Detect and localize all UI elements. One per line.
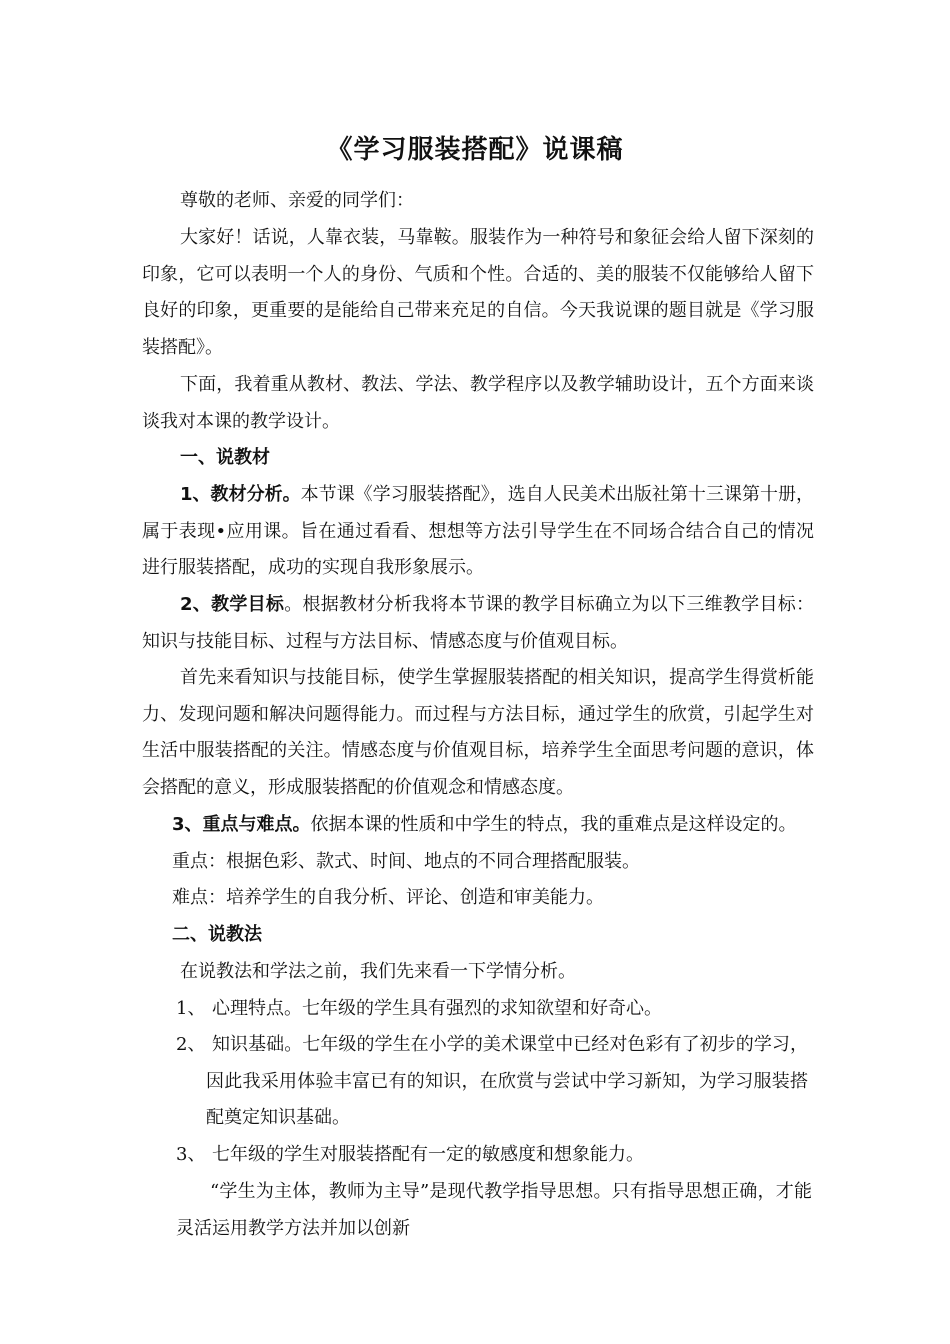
list-item-number: 3、 xyxy=(176,1144,206,1165)
list-item xyxy=(176,1137,816,1174)
list-item-text: 知识基础。七年级的学生在小学的美术课堂中已经对色彩有了初步的学习，因此我采用体验丰富已有的知识，在欣赏与尝试中学习新知，为学习服装搭配奠定知识基础。 xyxy=(206,1034,808,1129)
teaching-goals-lead: 2、教学目标 xyxy=(180,594,285,615)
key-difficult-points xyxy=(172,807,832,844)
list-item-number: 2、 xyxy=(176,1034,206,1055)
teaching-goals-body: 。根据教材分析我将本节课的教学目标确立为以下三维教学目标：知识与技能目标、过程与方法目标、情感态度与价值观目标。 xyxy=(142,594,814,652)
section-heading-textbook: 一、说教材 xyxy=(180,447,270,468)
learning-analysis-intro: 在说教法和学法之前，我们先来看一下学情分析。 xyxy=(180,961,576,982)
section-heading-teaching-method: 二、说教法 xyxy=(172,924,262,945)
document-title: 《学习服装搭配》说课稿 xyxy=(326,135,624,165)
list-item-number: 1、 xyxy=(176,998,206,1019)
difficulty-point: 难点：培养学生的自我分析、评论、创造和审美能力。 xyxy=(172,887,604,908)
list-item xyxy=(176,1027,808,1137)
list-item-text: 七年级的学生对服装搭配有一定的敏感度和想象能力。 xyxy=(212,1144,644,1165)
closing-paragraph: “学生为主体，教师为主导”是现代教学指导思想。只有指导思想正确，才能灵活运用教学方法并加以创新 xyxy=(176,1181,812,1239)
textbook-analysis-body: 本节课《学习服装搭配》，选自人民美术出版社第十三课第十册，属于表现•应用课。旨在通过看看、想想等方法引导学生在不同场合结合自己的情况进行服装搭配，成功的实现自我形象展示。 xyxy=(142,484,814,579)
teaching-goals xyxy=(142,587,814,660)
key-point: 重点：根据色彩、款式、时间、地点的不同合理搭配服装。 xyxy=(172,851,640,872)
textbook-analysis xyxy=(142,477,814,587)
paragraph-overview: 下面，我着重从教材、教法、学法、教学程序以及教学辅助设计，五个方面来谈谈我对本课的教学设计。 xyxy=(142,374,814,432)
goals-detail: 首先来看知识与技能目标，使学生掌握服装搭配的相关知识，提高学生得赏析能力、发现问题和解决问题得能力。而过程与方法目标，通过学生的欣赏，引起学生对生活中服装搭配的关注。情感态度与价值观目标，培养学生全面思考问题的意识，体会搭配的意义，形成服装搭配的价值观念和情感态度。 xyxy=(142,667,814,798)
list-item xyxy=(176,991,816,1028)
salutation: 尊敬的老师、亲爱的同学们： xyxy=(180,190,414,211)
key-difficult-body: 依据本课的性质和中学生的特点，我的重难点是这样设定的。 xyxy=(310,814,797,835)
textbook-analysis-lead: 1、教材分析。 xyxy=(180,484,301,505)
key-difficult-lead: 3、重点与难点。 xyxy=(172,814,311,835)
list-item-text: 心理特点。七年级的学生具有强烈的求知欲望和好奇心。 xyxy=(212,998,662,1019)
paragraph-intro: 大家好！话说，人靠衣装，马靠鞍。服装作为一种符号和象征会给人留下深刻的印象，它可以表明一个人的身份、气质和个性。合适的、美的服装不仅能够给人留下良好的印象，更重要的是能给自己带来充足的自信。今天我说课的题目就是《学习服装搭配》。 xyxy=(142,227,814,358)
